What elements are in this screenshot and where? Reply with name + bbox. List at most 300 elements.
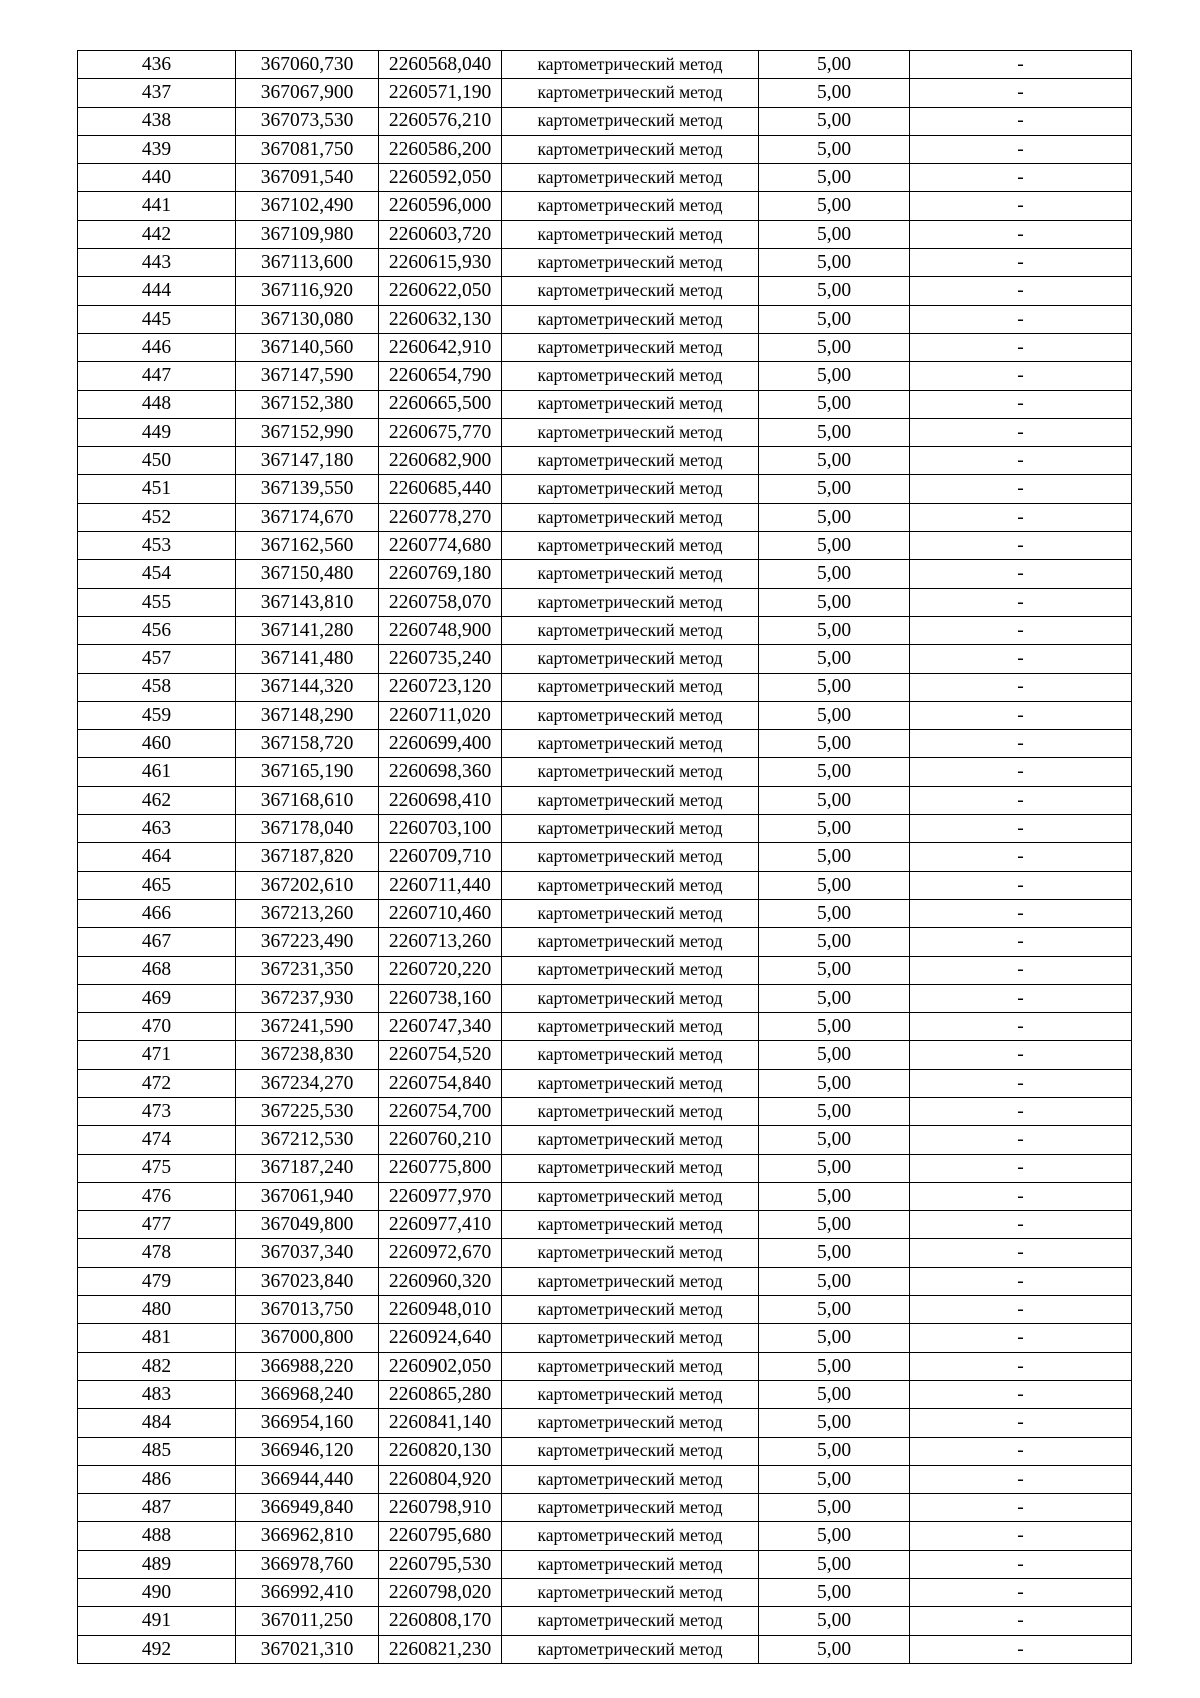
point-number-cell: 468	[78, 956, 236, 984]
description-cell: -	[910, 418, 1132, 446]
x-coordinate-cell: 367158,720	[236, 730, 379, 758]
method-cell: картометрический метод	[502, 192, 759, 220]
point-number-cell: 490	[78, 1579, 236, 1607]
x-coordinate-cell: 366988,220	[236, 1352, 379, 1380]
y-coordinate-cell: 2260758,070	[379, 588, 502, 616]
y-coordinate-cell: 2260622,050	[379, 277, 502, 305]
accuracy-cell: 5,00	[759, 1041, 910, 1069]
accuracy-cell: 5,00	[759, 1522, 910, 1550]
y-coordinate-cell: 2260754,840	[379, 1069, 502, 1097]
method-cell: картометрический метод	[502, 390, 759, 418]
table-row	[78, 1635, 1132, 1663]
accuracy-cell: 5,00	[759, 1579, 910, 1607]
point-number-cell: 467	[78, 928, 236, 956]
accuracy-cell: 5,00	[759, 51, 910, 79]
y-coordinate-cell: 2260642,910	[379, 333, 502, 361]
accuracy-cell: 5,00	[759, 1607, 910, 1635]
description-cell: -	[910, 1267, 1132, 1295]
y-coordinate-cell: 2260795,530	[379, 1550, 502, 1578]
description-cell: -	[910, 107, 1132, 135]
point-number-cell: 470	[78, 1013, 236, 1041]
y-coordinate-cell: 2260754,520	[379, 1041, 502, 1069]
x-coordinate-cell: 366968,240	[236, 1380, 379, 1408]
accuracy-cell: 5,00	[759, 956, 910, 984]
table-row	[78, 1296, 1132, 1324]
description-cell: -	[910, 1635, 1132, 1663]
accuracy-cell: 5,00	[759, 277, 910, 305]
y-coordinate-cell: 2260709,710	[379, 843, 502, 871]
description-cell: -	[910, 1494, 1132, 1522]
method-cell: картометрический метод	[502, 730, 759, 758]
description-cell: -	[910, 503, 1132, 531]
description-cell: -	[910, 447, 1132, 475]
x-coordinate-cell: 367011,250	[236, 1607, 379, 1635]
y-coordinate-cell: 2260711,020	[379, 701, 502, 729]
accuracy-cell: 5,00	[759, 1013, 910, 1041]
method-cell: картометрический метод	[502, 51, 759, 79]
table-row	[78, 1579, 1132, 1607]
table-row	[78, 1154, 1132, 1182]
description-cell: -	[910, 1069, 1132, 1097]
description-cell: -	[910, 475, 1132, 503]
table-row	[78, 871, 1132, 899]
accuracy-cell: 5,00	[759, 503, 910, 531]
method-cell: картометрический метод	[502, 249, 759, 277]
accuracy-cell: 5,00	[759, 758, 910, 786]
x-coordinate-cell: 367225,530	[236, 1097, 379, 1125]
accuracy-cell: 5,00	[759, 362, 910, 390]
table-row	[78, 305, 1132, 333]
point-number-cell: 484	[78, 1409, 236, 1437]
table-row	[78, 1409, 1132, 1437]
table-row	[78, 51, 1132, 79]
x-coordinate-cell: 367231,350	[236, 956, 379, 984]
x-coordinate-cell: 367147,180	[236, 447, 379, 475]
accuracy-cell: 5,00	[759, 107, 910, 135]
table-row	[78, 1522, 1132, 1550]
x-coordinate-cell: 367021,310	[236, 1635, 379, 1663]
point-number-cell: 465	[78, 871, 236, 899]
x-coordinate-cell: 367060,730	[236, 51, 379, 79]
method-cell: картометрический метод	[502, 673, 759, 701]
x-coordinate-cell: 367013,750	[236, 1296, 379, 1324]
table-row	[78, 1267, 1132, 1295]
method-cell: картометрический метод	[502, 107, 759, 135]
point-number-cell: 441	[78, 192, 236, 220]
x-coordinate-cell: 367141,480	[236, 645, 379, 673]
table-row	[78, 1239, 1132, 1267]
description-cell: -	[910, 1013, 1132, 1041]
point-number-cell: 472	[78, 1069, 236, 1097]
description-cell: -	[910, 51, 1132, 79]
y-coordinate-cell: 2260603,720	[379, 220, 502, 248]
table-row	[78, 928, 1132, 956]
y-coordinate-cell: 2260592,050	[379, 164, 502, 192]
y-coordinate-cell: 2260654,790	[379, 362, 502, 390]
description-cell: -	[910, 1465, 1132, 1493]
description-cell: -	[910, 843, 1132, 871]
method-cell: картометрический метод	[502, 1267, 759, 1295]
x-coordinate-cell: 367091,540	[236, 164, 379, 192]
table-row	[78, 645, 1132, 673]
point-number-cell: 474	[78, 1126, 236, 1154]
y-coordinate-cell: 2260685,440	[379, 475, 502, 503]
x-coordinate-cell: 367140,560	[236, 333, 379, 361]
table-row	[78, 390, 1132, 418]
x-coordinate-cell: 367241,590	[236, 1013, 379, 1041]
y-coordinate-cell: 2260703,100	[379, 815, 502, 843]
y-coordinate-cell: 2260760,210	[379, 1126, 502, 1154]
x-coordinate-cell: 367178,040	[236, 815, 379, 843]
y-coordinate-cell: 2260723,120	[379, 673, 502, 701]
table-row	[78, 843, 1132, 871]
description-cell: -	[910, 164, 1132, 192]
method-cell: картометрический метод	[502, 1607, 759, 1635]
point-number-cell: 476	[78, 1182, 236, 1210]
accuracy-cell: 5,00	[759, 1154, 910, 1182]
accuracy-cell: 5,00	[759, 447, 910, 475]
point-number-cell: 449	[78, 418, 236, 446]
table-row	[78, 164, 1132, 192]
table-row	[78, 560, 1132, 588]
table-row	[78, 1069, 1132, 1097]
method-cell: картометрический метод	[502, 1069, 759, 1097]
accuracy-cell: 5,00	[759, 899, 910, 927]
y-coordinate-cell: 2260798,910	[379, 1494, 502, 1522]
accuracy-cell: 5,00	[759, 1324, 910, 1352]
table-row	[78, 899, 1132, 927]
method-cell: картометрический метод	[502, 1126, 759, 1154]
x-coordinate-cell: 367187,820	[236, 843, 379, 871]
point-number-cell: 466	[78, 899, 236, 927]
method-cell: картометрический метод	[502, 475, 759, 503]
point-number-cell: 461	[78, 758, 236, 786]
accuracy-cell: 5,00	[759, 871, 910, 899]
point-number-cell: 447	[78, 362, 236, 390]
accuracy-cell: 5,00	[759, 220, 910, 248]
description-cell: -	[910, 1522, 1132, 1550]
point-number-cell: 469	[78, 984, 236, 1012]
accuracy-cell: 5,00	[759, 730, 910, 758]
accuracy-cell: 5,00	[759, 249, 910, 277]
description-cell: -	[910, 1182, 1132, 1210]
point-number-cell: 446	[78, 333, 236, 361]
point-number-cell: 492	[78, 1635, 236, 1663]
y-coordinate-cell: 2260754,700	[379, 1097, 502, 1125]
method-cell: картометрический метод	[502, 815, 759, 843]
x-coordinate-cell: 366954,160	[236, 1409, 379, 1437]
accuracy-cell: 5,00	[759, 1069, 910, 1097]
method-cell: картометрический метод	[502, 899, 759, 927]
y-coordinate-cell: 2260775,800	[379, 1154, 502, 1182]
table-row	[78, 532, 1132, 560]
point-number-cell: 485	[78, 1437, 236, 1465]
method-cell: картометрический метод	[502, 135, 759, 163]
x-coordinate-cell: 367165,190	[236, 758, 379, 786]
table-row	[78, 1352, 1132, 1380]
table-row	[78, 79, 1132, 107]
accuracy-cell: 5,00	[759, 673, 910, 701]
description-cell: -	[910, 220, 1132, 248]
table-row	[78, 1041, 1132, 1069]
y-coordinate-cell: 2260977,970	[379, 1182, 502, 1210]
method-cell: картометрический метод	[502, 1352, 759, 1380]
accuracy-cell: 5,00	[759, 1296, 910, 1324]
point-number-cell: 452	[78, 503, 236, 531]
point-number-cell: 462	[78, 786, 236, 814]
x-coordinate-cell: 367023,840	[236, 1267, 379, 1295]
accuracy-cell: 5,00	[759, 79, 910, 107]
y-coordinate-cell: 2260948,010	[379, 1296, 502, 1324]
point-number-cell: 445	[78, 305, 236, 333]
x-coordinate-cell: 367213,260	[236, 899, 379, 927]
method-cell: картометрический метод	[502, 1522, 759, 1550]
y-coordinate-cell: 2260632,130	[379, 305, 502, 333]
method-cell: картометрический метод	[502, 164, 759, 192]
method-cell: картометрический метод	[502, 362, 759, 390]
y-coordinate-cell: 2260586,200	[379, 135, 502, 163]
method-cell: картометрический метод	[502, 701, 759, 729]
method-cell: картометрический метод	[502, 1635, 759, 1663]
x-coordinate-cell: 367081,750	[236, 135, 379, 163]
x-coordinate-cell: 366992,410	[236, 1579, 379, 1607]
point-number-cell: 443	[78, 249, 236, 277]
y-coordinate-cell: 2260665,500	[379, 390, 502, 418]
method-cell: картометрический метод	[502, 418, 759, 446]
x-coordinate-cell: 366944,440	[236, 1465, 379, 1493]
accuracy-cell: 5,00	[759, 1097, 910, 1125]
point-number-cell: 486	[78, 1465, 236, 1493]
accuracy-cell: 5,00	[759, 305, 910, 333]
point-number-cell: 436	[78, 51, 236, 79]
description-cell: -	[910, 956, 1132, 984]
accuracy-cell: 5,00	[759, 1239, 910, 1267]
method-cell: картометрический метод	[502, 1041, 759, 1069]
table-row	[78, 362, 1132, 390]
point-number-cell: 456	[78, 616, 236, 644]
method-cell: картометрический метод	[502, 220, 759, 248]
accuracy-cell: 5,00	[759, 843, 910, 871]
description-cell: -	[910, 560, 1132, 588]
x-coordinate-cell: 367150,480	[236, 560, 379, 588]
table-row	[78, 1126, 1132, 1154]
method-cell: картометрический метод	[502, 871, 759, 899]
method-cell: картометрический метод	[502, 1324, 759, 1352]
accuracy-cell: 5,00	[759, 1126, 910, 1154]
point-number-cell: 464	[78, 843, 236, 871]
accuracy-cell: 5,00	[759, 1267, 910, 1295]
point-number-cell: 480	[78, 1296, 236, 1324]
point-number-cell: 463	[78, 815, 236, 843]
table-row	[78, 192, 1132, 220]
description-cell: -	[910, 277, 1132, 305]
table-row	[78, 588, 1132, 616]
method-cell: картометрический метод	[502, 1013, 759, 1041]
accuracy-cell: 5,00	[759, 1550, 910, 1578]
description-cell: -	[910, 1296, 1132, 1324]
x-coordinate-cell: 367073,530	[236, 107, 379, 135]
description-cell: -	[910, 1126, 1132, 1154]
x-coordinate-cell: 367144,320	[236, 673, 379, 701]
x-coordinate-cell: 367237,930	[236, 984, 379, 1012]
accuracy-cell: 5,00	[759, 135, 910, 163]
description-cell: -	[910, 616, 1132, 644]
point-number-cell: 440	[78, 164, 236, 192]
accuracy-cell: 5,00	[759, 532, 910, 560]
method-cell: картометрический метод	[502, 1409, 759, 1437]
point-number-cell: 479	[78, 1267, 236, 1295]
table-row	[78, 1013, 1132, 1041]
description-cell: -	[910, 673, 1132, 701]
y-coordinate-cell: 2260924,640	[379, 1324, 502, 1352]
description-cell: -	[910, 899, 1132, 927]
table-row	[78, 333, 1132, 361]
x-coordinate-cell: 367000,800	[236, 1324, 379, 1352]
x-coordinate-cell: 367212,530	[236, 1126, 379, 1154]
method-cell: картометрический метод	[502, 1579, 759, 1607]
description-cell: -	[910, 79, 1132, 107]
point-number-cell: 477	[78, 1211, 236, 1239]
table-row	[78, 786, 1132, 814]
y-coordinate-cell: 2260698,410	[379, 786, 502, 814]
x-coordinate-cell: 367139,550	[236, 475, 379, 503]
x-coordinate-cell: 367152,380	[236, 390, 379, 418]
x-coordinate-cell: 367238,830	[236, 1041, 379, 1069]
x-coordinate-cell: 367067,900	[236, 79, 379, 107]
x-coordinate-cell: 367049,800	[236, 1211, 379, 1239]
point-number-cell: 457	[78, 645, 236, 673]
point-number-cell: 458	[78, 673, 236, 701]
table-row	[78, 956, 1132, 984]
description-cell: -	[910, 532, 1132, 560]
table-row	[78, 1211, 1132, 1239]
y-coordinate-cell: 2260821,230	[379, 1635, 502, 1663]
method-cell: картометрический метод	[502, 1465, 759, 1493]
point-number-cell: 455	[78, 588, 236, 616]
method-cell: картометрический метод	[502, 616, 759, 644]
description-cell: -	[910, 701, 1132, 729]
description-cell: -	[910, 730, 1132, 758]
accuracy-cell: 5,00	[759, 1409, 910, 1437]
x-coordinate-cell: 367037,340	[236, 1239, 379, 1267]
accuracy-cell: 5,00	[759, 701, 910, 729]
y-coordinate-cell: 2260902,050	[379, 1352, 502, 1380]
x-coordinate-cell: 367130,080	[236, 305, 379, 333]
table-row	[78, 673, 1132, 701]
description-cell: -	[910, 984, 1132, 1012]
y-coordinate-cell: 2260698,360	[379, 758, 502, 786]
point-number-cell: 482	[78, 1352, 236, 1380]
coordinates-table	[77, 50, 1132, 1664]
description-cell: -	[910, 362, 1132, 390]
method-cell: картометрический метод	[502, 1296, 759, 1324]
table-row	[78, 277, 1132, 305]
point-number-cell: 438	[78, 107, 236, 135]
x-coordinate-cell: 367109,980	[236, 220, 379, 248]
x-coordinate-cell: 367152,990	[236, 418, 379, 446]
table-row	[78, 107, 1132, 135]
description-cell: -	[910, 390, 1132, 418]
table-row	[78, 1494, 1132, 1522]
y-coordinate-cell: 2260682,900	[379, 447, 502, 475]
y-coordinate-cell: 2260774,680	[379, 532, 502, 560]
description-cell: -	[910, 192, 1132, 220]
accuracy-cell: 5,00	[759, 390, 910, 418]
table-row	[78, 135, 1132, 163]
x-coordinate-cell: 367223,490	[236, 928, 379, 956]
accuracy-cell: 5,00	[759, 418, 910, 446]
point-number-cell: 489	[78, 1550, 236, 1578]
table-row	[78, 249, 1132, 277]
description-cell: -	[910, 1041, 1132, 1069]
y-coordinate-cell: 2260778,270	[379, 503, 502, 531]
description-cell: -	[910, 1239, 1132, 1267]
table-row	[78, 1607, 1132, 1635]
description-cell: -	[910, 1579, 1132, 1607]
accuracy-cell: 5,00	[759, 1437, 910, 1465]
accuracy-cell: 5,00	[759, 333, 910, 361]
method-cell: картометрический метод	[502, 333, 759, 361]
x-coordinate-cell: 366949,840	[236, 1494, 379, 1522]
table-row	[78, 815, 1132, 843]
y-coordinate-cell: 2260711,440	[379, 871, 502, 899]
point-number-cell: 439	[78, 135, 236, 163]
accuracy-cell: 5,00	[759, 1380, 910, 1408]
table-row	[78, 1097, 1132, 1125]
table-row	[78, 984, 1132, 1012]
description-cell: -	[910, 135, 1132, 163]
method-cell: картометрический метод	[502, 1380, 759, 1408]
method-cell: картометрический метод	[502, 843, 759, 871]
y-coordinate-cell: 2260841,140	[379, 1409, 502, 1437]
point-number-cell: 481	[78, 1324, 236, 1352]
point-number-cell: 488	[78, 1522, 236, 1550]
method-cell: картометрический метод	[502, 1437, 759, 1465]
x-coordinate-cell: 367174,670	[236, 503, 379, 531]
description-cell: -	[910, 871, 1132, 899]
accuracy-cell: 5,00	[759, 616, 910, 644]
y-coordinate-cell: 2260798,020	[379, 1579, 502, 1607]
x-coordinate-cell: 366946,120	[236, 1437, 379, 1465]
point-number-cell: 448	[78, 390, 236, 418]
x-coordinate-cell: 367116,920	[236, 277, 379, 305]
method-cell: картометрический метод	[502, 1239, 759, 1267]
y-coordinate-cell: 2260699,400	[379, 730, 502, 758]
x-coordinate-cell: 367234,270	[236, 1069, 379, 1097]
method-cell: картометрический метод	[502, 1550, 759, 1578]
method-cell: картометрический метод	[502, 1097, 759, 1125]
accuracy-cell: 5,00	[759, 815, 910, 843]
y-coordinate-cell: 2260747,340	[379, 1013, 502, 1041]
description-cell: -	[910, 1352, 1132, 1380]
y-coordinate-cell: 2260710,460	[379, 899, 502, 927]
accuracy-cell: 5,00	[759, 645, 910, 673]
description-cell: -	[910, 1550, 1132, 1578]
description-cell: -	[910, 305, 1132, 333]
accuracy-cell: 5,00	[759, 1352, 910, 1380]
method-cell: картометрический метод	[502, 984, 759, 1012]
description-cell: -	[910, 815, 1132, 843]
description-cell: -	[910, 1380, 1132, 1408]
point-number-cell: 483	[78, 1380, 236, 1408]
x-coordinate-cell: 367141,280	[236, 616, 379, 644]
description-cell: -	[910, 1154, 1132, 1182]
description-cell: -	[910, 1097, 1132, 1125]
y-coordinate-cell: 2260615,930	[379, 249, 502, 277]
y-coordinate-cell: 2260568,040	[379, 51, 502, 79]
description-cell: -	[910, 645, 1132, 673]
x-coordinate-cell: 366962,810	[236, 1522, 379, 1550]
